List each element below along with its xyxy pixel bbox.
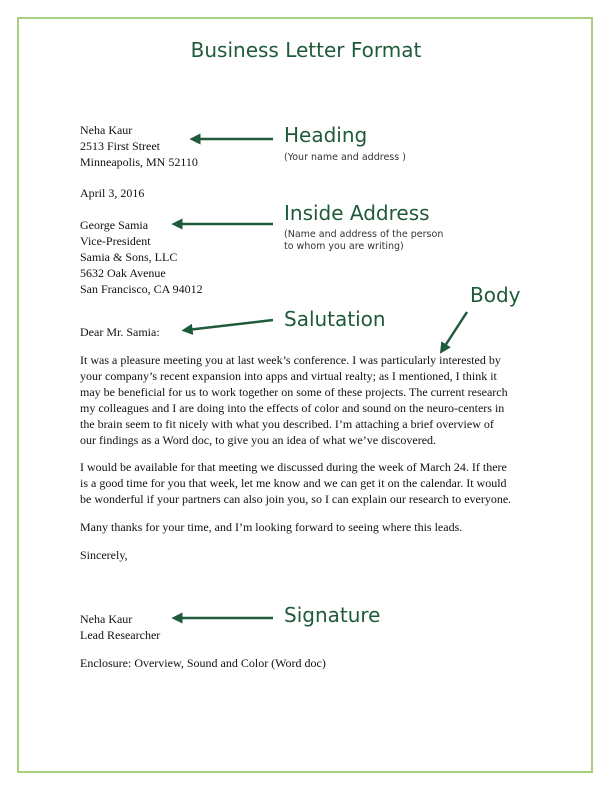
body-paragraph-3: Many thanks for your time, and I’m looking forward to seeing where this leads. [80,520,463,534]
body-paragraph-1-line: may be beneficial for us to work together on some of these projects. The current research [80,385,508,399]
body-paragraph-1-line: my colleagues and I are doing into the effects of color and sound on the neuro-centers in [80,401,505,415]
body-paragraph-1-line: our findings as a Word doc, to give you an idea of what we’ve discovered. [80,433,437,447]
body-paragraph-1-line: your company’s recent expansion into apps and virtual realty; as I mentioned, I think it [80,369,497,383]
label-inside-address: Inside Address [284,201,430,225]
sender-city: Minneapolis, MN 52110 [80,155,198,169]
arrow-salutation-icon [187,320,273,330]
body-paragraph-2-line: I would be available for that meeting we discussed during the week of March 24. If there [80,460,507,474]
body-paragraph-2-line: is a good time for you that week, let me know and we can get it on the calendar. It would [80,476,507,490]
signature-title: Lead Researcher [80,628,161,642]
label-inside-sub-2: to whom you are writing) [284,241,404,252]
sender-name: Neha Kaur [80,123,133,137]
recipient-company: Samia & Sons, LLC [80,250,178,264]
label-inside-sub-1: (Name and address of the person [284,229,444,240]
body-paragraph-2-line: be wonderful if your partners can also join you, so I can explain our research to everyone. [80,492,512,506]
page-title: Business Letter Format [190,38,422,62]
label-body: Body [470,283,521,307]
letter-date: April 3, 2016 [80,186,145,200]
label-salutation: Salutation [284,307,386,331]
recipient-street: 5632 Oak Avenue [80,266,166,280]
salutation: Dear Mr. Samia: [80,325,160,339]
body-paragraph-1-line: It was a pleasure meeting you at last week’s conference. I was particularly interested by [80,353,501,367]
closing: Sincerely, [80,548,128,562]
arrow-body-icon [443,312,467,349]
label-heading-sub: (Your name and address ) [284,152,406,163]
recipient-title: Vice-President [80,234,151,248]
sender-street: 2513 First Street [80,139,160,153]
recipient-name: George Samia [80,218,149,232]
label-heading: Heading [284,123,368,147]
recipient-city: San Francisco, CA 94012 [80,282,203,296]
body-paragraph-1-line: the brain seem to fit nicely with what you described. I’m attaching a brief overview of [80,417,494,431]
enclosure: Enclosure: Overview, Sound and Color (Word doc) [80,656,326,670]
label-signature: Signature [284,603,381,627]
signature-name: Neha Kaur [80,612,133,626]
